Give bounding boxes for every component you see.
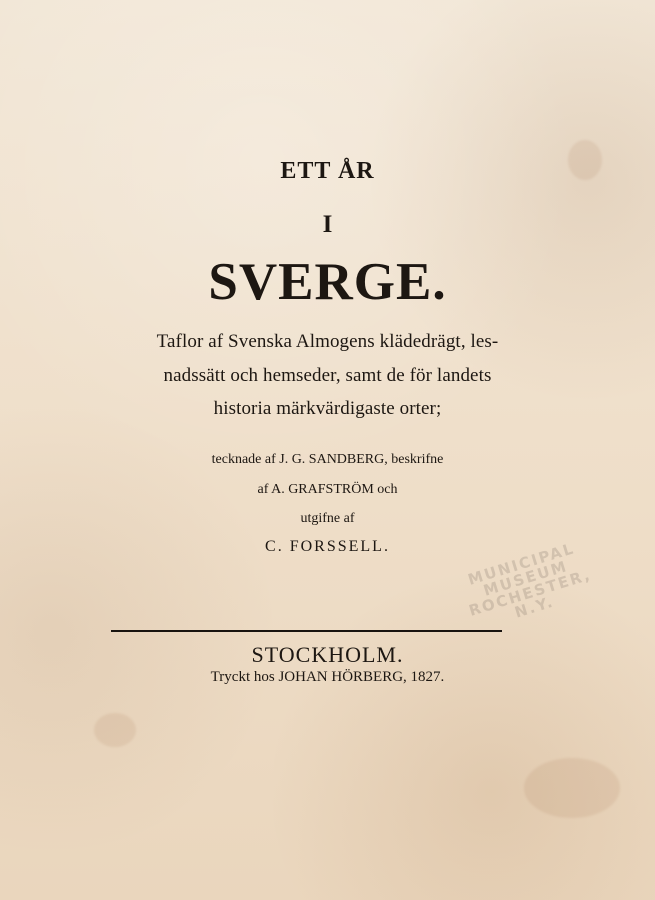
credit-line: tecknade af J. G. SANDBERG, beskrifne <box>211 452 444 467</box>
paper-stain <box>94 713 136 747</box>
credit-line: utgifne af <box>300 511 355 526</box>
description-line: nadssätt och hemseder, samt de för landets <box>163 365 492 386</box>
museum-stamp: MUNICIPAL MUSEUM ROCHESTER, N.Y. <box>465 539 594 622</box>
title-top: ETT ÅR <box>280 158 375 184</box>
description-line: historia märkvärdigaste orter; <box>213 398 442 419</box>
printer-line: Tryckt hos JOHAN HÖRBERG, 1827. <box>210 669 445 685</box>
divider-line <box>111 630 502 632</box>
description-line: Taflor af Svenska Almogens klädedrägt, les- <box>156 331 499 352</box>
main-title: SVERGE. <box>208 253 447 311</box>
title-middle: I <box>322 211 333 238</box>
publisher-name: C. FORSSELL. <box>265 538 390 555</box>
credit-line: af A. GRAFSTRÖM och <box>257 482 398 497</box>
publication-city: STOCKHOLM. <box>251 642 404 667</box>
paper-stain <box>524 758 620 818</box>
